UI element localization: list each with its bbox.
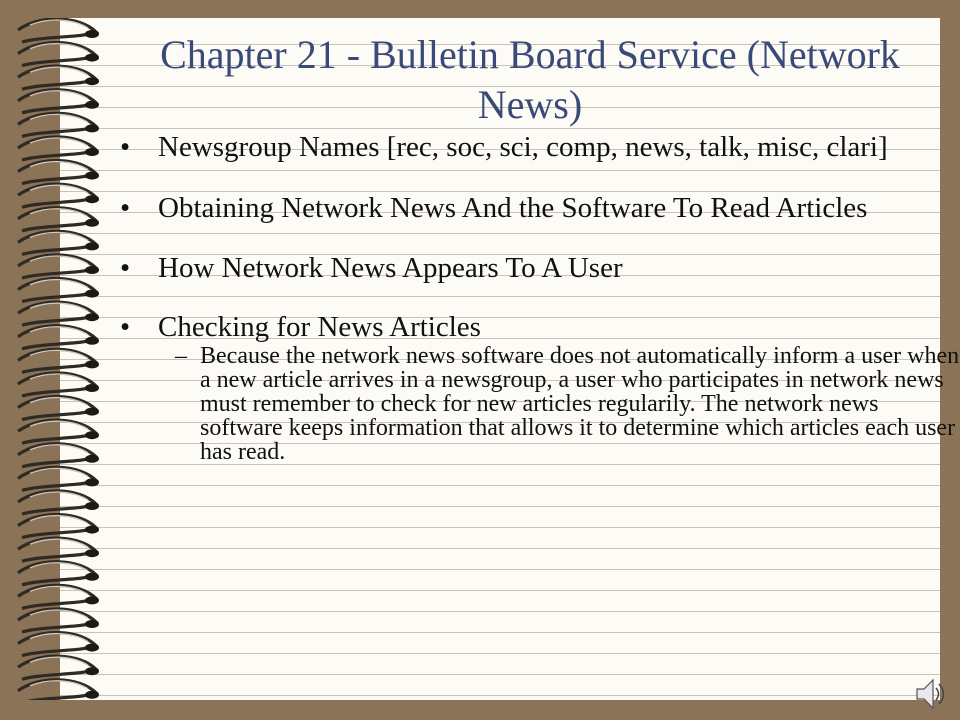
spiral-coil: [18, 302, 96, 325]
spiral-coil: [18, 373, 96, 396]
binding-hole: [85, 667, 99, 675]
bullet-text: Obtaining Network News And the Software To Read Articles: [158, 192, 868, 224]
bullet-text: Newsgroup Names [rec, soc, sci, comp, news, talk, misc, clari]: [158, 131, 888, 163]
spiral-coil: [18, 609, 96, 632]
spiral-coil: [18, 349, 96, 372]
bullet-list: [120, 130, 960, 465]
spiral-coil: [18, 467, 96, 490]
binding-hole: [85, 124, 99, 132]
spiral-coil: [18, 538, 96, 561]
binding-hole: [85, 54, 99, 62]
sub-bullet-text: Because the network news software does not automatically inform a user when a new article arrives in a newsgroup, a user who participates in network news must remember to check for new articles regularily. The network news software keeps information that allows it to determine which articles each user has read.: [200, 343, 960, 465]
binding-hole: [85, 266, 99, 274]
binding-hole: [85, 502, 99, 510]
sub-bullet-marker: –: [175, 343, 187, 369]
binding-hole: [85, 644, 99, 652]
spiral-coil: [18, 326, 96, 349]
slide-title: Chapter 21 - Bulletin Board Service (Network News): [160, 32, 900, 127]
binding-hole: [85, 148, 99, 156]
spiral-coil: [18, 66, 96, 89]
bullet-newsgroup-names: [120, 130, 900, 164]
binding-hole: [85, 219, 99, 227]
spiral-coil: [18, 515, 96, 538]
binding-hole: [85, 77, 99, 85]
bullet-marker: •: [120, 131, 131, 163]
binding-hole: [85, 195, 99, 203]
bullet-obtaining-news: [120, 186, 900, 230]
spiral-coil: [18, 656, 96, 679]
binding-hole: [85, 431, 99, 439]
binding-hole: [85, 526, 99, 534]
binding-hole: [85, 242, 99, 250]
binding-hole: [85, 290, 99, 298]
bullet-how-news-appears: [120, 246, 900, 290]
spiral-coil: [18, 255, 96, 278]
sub-bullet-checking-detail: [120, 344, 960, 464]
binding-hole: [85, 691, 99, 699]
bullet-text: Checking for News Articles: [158, 311, 481, 343]
spiral-coil: [18, 585, 96, 608]
spiral-coil: [18, 279, 96, 302]
spiral-coil: [18, 208, 96, 231]
spiral-coil: [18, 491, 96, 514]
binding-hole: [85, 337, 99, 345]
binding-hole: [85, 478, 99, 486]
spiral-coil: [18, 113, 96, 136]
bullet-marker: •: [120, 311, 131, 343]
bullet-text: How Network News Appears To A User: [158, 252, 623, 284]
binding-hole: [85, 573, 99, 581]
binding-hole: [85, 596, 99, 604]
binding-hole: [85, 549, 99, 557]
spiral-coil: [18, 19, 96, 42]
binding-hole: [85, 172, 99, 180]
spiral-coil: [18, 397, 96, 420]
binding-hole: [85, 101, 99, 109]
binding-hole: [85, 455, 99, 463]
spiral-coil: [18, 562, 96, 585]
spiral-coil: [18, 633, 96, 656]
spiral-binding-icon: [0, 18, 110, 700]
bullet-marker: •: [120, 252, 131, 284]
bullet-marker: •: [120, 192, 131, 224]
spiral-coil: [18, 680, 96, 700]
spiral-coil: [18, 90, 96, 113]
binding-hole: [85, 408, 99, 416]
binding-hole: [85, 313, 99, 321]
binding-hole: [85, 384, 99, 392]
spiral-coil: [18, 444, 96, 467]
spiral-coil: [18, 137, 96, 160]
binding-hole: [85, 360, 99, 368]
binding-hole: [85, 620, 99, 628]
spiral-coil: [18, 231, 96, 254]
spiral-coil: [18, 43, 96, 66]
spiral-coil: [18, 161, 96, 184]
binding-hole: [85, 30, 99, 38]
spiral-coil: [18, 420, 96, 443]
speaker-icon[interactable]: [914, 676, 944, 712]
spiral-coil: [18, 184, 96, 207]
bullet-checking-articles: [120, 306, 900, 348]
